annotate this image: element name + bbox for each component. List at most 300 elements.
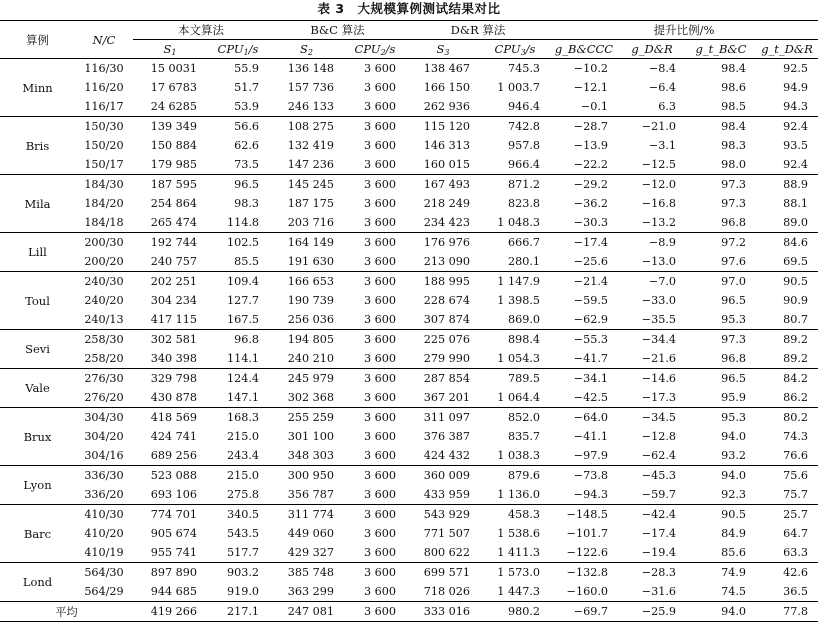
table-cell: 97.6 [686,252,756,272]
table-cell: 96.5 [234,178,259,191]
table-cell: 15 0031 [150,62,197,75]
table-cell: 95.3 [721,411,746,424]
table-row [0,466,818,486]
table-cell: 3 600 [363,275,396,288]
table-row [0,310,818,330]
table-cell: 774 701 [150,508,197,521]
table-cell: 336/30 [84,469,124,482]
table-cell: 946.4 [480,97,550,117]
table-cell: 3 600 [363,372,396,385]
table-cell: 718 026 [406,582,480,602]
table-cell: 543 929 [423,508,470,521]
table-cell: 168.3 [226,411,259,424]
table-row [0,505,818,525]
table-cell: 95.9 [686,388,756,408]
table-cell: −55.3 [573,333,608,346]
table-cell: 88.1 [783,197,808,210]
table-cell: −59.5 [573,294,608,307]
table-cell: 517.7 [207,543,269,563]
table-cell: 3 600 [344,213,406,233]
table-cell: 75.6 [783,469,808,482]
table-cell: 215.0 [226,430,259,443]
header-s2: $S_2$ [269,40,344,59]
table-cell: 410/19 [75,543,133,563]
table-cell: 247 081 [269,602,344,622]
table-cell: 94.0 [721,469,746,482]
table-cell: 114.8 [207,213,269,233]
instance-name: Lyon [0,466,75,505]
table-row [0,272,818,292]
table-cell: 3 600 [344,155,406,175]
table-cell: 116/17 [75,97,133,117]
table-cell: 3 600 [363,527,396,540]
table-cell: −12.0 [641,178,676,191]
instance-name: Barc [0,505,75,563]
table-cell: 74.9 [721,566,746,579]
table-cell: 1 054.3 [480,349,550,369]
table-cell: −25.6 [550,252,618,272]
table-cell: 311 097 [423,411,470,424]
table-cell: 800 622 [406,543,480,563]
table-cell: 3 600 [363,120,396,133]
table-cell: 376 387 [423,430,470,443]
table-cell: 200/20 [75,252,133,272]
table-cell: 98.6 [721,81,746,94]
table-cell: 136 148 [287,62,334,75]
header-s1: $S_1$ [133,40,207,59]
table-cell: 340.5 [226,508,259,521]
header-nc: N/C [75,21,133,59]
table-cell: 276/20 [75,388,133,408]
table-cell: 36.5 [756,582,818,602]
table-cell: 225 076 [423,333,470,346]
table-cell: 240 210 [269,349,344,369]
table-cell: 74.3 [783,430,808,443]
table-cell: 255 259 [287,411,334,424]
table-cell: 302 368 [269,388,344,408]
table-cell: 160 015 [406,155,480,175]
table-row [0,233,818,253]
table-cell: 202 251 [150,275,197,288]
table-cell: 3 600 [344,446,406,466]
table-cell: 3 600 [344,252,406,272]
table-cell: 184/30 [84,178,124,191]
table-cell: 789.5 [507,372,540,385]
table-cell: 279 990 [406,349,480,369]
table-cell: 73.5 [207,155,269,175]
table-cell: 228 674 [423,294,470,307]
table-cell: 194 805 [287,333,334,346]
table-cell: 75.7 [756,485,818,505]
header-method-dr: D&R 算法 [406,21,550,40]
table-row [0,563,818,583]
table-cell: 304/30 [84,411,124,424]
table-cell: 300 950 [287,469,334,482]
table-row [0,349,818,369]
table-cell: 689 256 [133,446,207,466]
table-cell: 127.7 [226,294,259,307]
table-cell: 304/20 [84,430,124,443]
table-row [0,330,818,350]
table-cell: 3 600 [344,543,406,563]
table-cell: 97.3 [721,197,746,210]
table-cell: 102.5 [226,236,259,249]
table-cell: −14.6 [641,372,676,385]
table-cell: 869.0 [480,310,550,330]
table-row [0,97,818,117]
table-cell: 92.4 [756,155,818,175]
table-cell: −0.1 [550,97,618,117]
table-cell: 433 959 [406,485,480,505]
table-cell: 55.9 [234,62,259,75]
table-cell: −29.2 [573,178,608,191]
table-cell: 90.5 [721,508,746,521]
table-cell: 200/30 [84,236,124,249]
header-method-bc: B&C 算法 [269,21,406,40]
instance-name: Lond [0,563,75,602]
table-cell: 564/29 [75,582,133,602]
table-cell: −13.2 [618,213,686,233]
table-cell: 955 741 [133,543,207,563]
table-cell: 84.2 [783,372,808,385]
table-cell: 96.8 [686,349,756,369]
table-cell: 458.3 [507,508,540,521]
table-cell: 145 245 [287,178,334,191]
table-cell: −21.0 [641,120,676,133]
table-cell: 215.0 [226,469,259,482]
table-cell: −6.4 [648,81,676,94]
table-row [0,427,818,446]
table-cell: 3 600 [363,430,396,443]
table-row [0,388,818,408]
table-cell: 543.5 [226,527,259,540]
table-cell: 213 090 [406,252,480,272]
table-cell: 424 741 [150,430,197,443]
table-cell: 17 6783 [150,81,197,94]
table-cell: 157 736 [287,81,334,94]
table-cell: 1 398.5 [497,294,540,307]
table-cell: 188 995 [423,275,470,288]
table-cell: −28.3 [641,566,676,579]
table-cell: 167 493 [423,178,470,191]
table-cell: 333 016 [406,602,480,622]
table-cell: 879.6 [507,469,540,482]
table-cell: 262 936 [406,97,480,117]
table-cell: 693 106 [133,485,207,505]
table-cell: 1 136.0 [480,485,550,505]
table-cell: 217.1 [207,602,269,622]
table-cell: 97.3 [721,178,746,191]
table-cell: −34.1 [573,372,608,385]
instance-name: Toul [0,272,75,330]
table-cell: 1 147.9 [497,275,540,288]
table-cell: 85.5 [207,252,269,272]
table-cell: 410/20 [84,527,124,540]
table-cell: 176 976 [423,236,470,249]
table-cell: −13.0 [618,252,686,272]
table-cell: 1 573.0 [497,566,540,579]
table-cell: 64.7 [783,527,808,540]
table-cell: 966.4 [480,155,550,175]
header-cpu1: $CPU_1/s$ [207,40,269,59]
table-cell: 742.8 [507,120,540,133]
table-cell: −148.5 [566,508,608,521]
table-cell: 3 600 [344,485,406,505]
table-cell: 114.1 [207,349,269,369]
table-cell: 98.0 [686,155,756,175]
table-cell: 871.2 [507,178,540,191]
table-cell: 265 474 [133,213,207,233]
table-cell: 86.2 [756,388,818,408]
table-row [0,213,818,233]
table-cell: 835.7 [507,430,540,443]
header-g-bcc: g_B&CCC [550,40,618,59]
table-cell: 92.4 [783,120,808,133]
table-cell: 240/20 [84,294,124,307]
table-cell: 94.0 [721,430,746,443]
table-cell: −59.7 [618,485,686,505]
table-cell: 84.9 [721,527,746,540]
table-cell: −13.9 [573,139,608,152]
table-cell: 944 685 [133,582,207,602]
table-cell: 187 595 [150,178,197,191]
table-cell: 139 349 [150,120,197,133]
table-cell: 348 303 [269,446,344,466]
table-cell: −62.4 [618,446,686,466]
table-cell: 147.1 [207,388,269,408]
table-cell: −45.3 [641,469,676,482]
table-cell: −69.7 [550,602,618,622]
table-cell: 191 630 [269,252,344,272]
table-cell: 1 447.3 [480,582,550,602]
table-cell: 167.5 [207,310,269,330]
table-cell: 1 003.7 [497,81,540,94]
table-cell: 419 266 [133,602,207,622]
table-cell: −94.3 [550,485,618,505]
table-cell: 564/30 [84,566,124,579]
table-cell: 3 600 [363,294,396,307]
table-cell: 1 538.6 [497,527,540,540]
table-cell: 98.5 [686,97,756,117]
table-cell: 418 569 [150,411,197,424]
table-cell: 94.3 [756,97,818,117]
table-row [0,485,818,505]
table-cell: 449 060 [287,527,334,540]
table-cell: 138 467 [423,62,470,75]
table-cell: −8.4 [648,62,676,75]
table-cell: 897 890 [150,566,197,579]
table-cell: 218 249 [423,197,470,210]
table-cell: 340 398 [133,349,207,369]
table-cell: −17.3 [618,388,686,408]
table-cell: −132.8 [566,566,608,579]
table-cell: 84.6 [783,236,808,249]
table-cell: 256 036 [269,310,344,330]
instance-name: Mila [0,175,75,233]
table-cell: −31.6 [618,582,686,602]
table-cell: 771 507 [423,527,470,540]
table-cell: 3 600 [363,178,396,191]
average-row [0,602,818,622]
table-cell: 76.6 [756,446,818,466]
table-cell: 905 674 [150,527,197,540]
table-cell: 96.8 [234,333,259,346]
table-row [0,291,818,310]
table-cell: 287 854 [423,372,470,385]
table-row [0,446,818,466]
table-cell: 919.0 [207,582,269,602]
table-cell: 116/30 [84,62,124,75]
table-cell: 276/30 [84,372,124,385]
table-cell: 96.8 [686,213,756,233]
table-cell: 90.9 [783,294,808,307]
table-cell: 190 739 [287,294,334,307]
table-cell: −101.7 [566,527,608,540]
table-cell: −7.0 [648,275,676,288]
table-cell: −30.3 [550,213,618,233]
table-cell: 258/20 [75,349,133,369]
table-cell: 92.5 [783,62,808,75]
table-cell: 1 064.4 [480,388,550,408]
table-cell: 745.3 [507,62,540,75]
table-cell: 356 787 [269,485,344,505]
table-cell: 80.7 [756,310,818,330]
table-cell: 89.2 [756,349,818,369]
table-cell: 89.0 [756,213,818,233]
table-cell: 240 757 [133,252,207,272]
table-cell: 166 150 [423,81,470,94]
table-cell: 666.7 [507,236,540,249]
table-cell: 53.9 [207,97,269,117]
table-cell: −97.9 [550,446,618,466]
table-cell: 823.8 [507,197,540,210]
table-cell: 150/17 [75,155,133,175]
table-cell: 3 600 [344,602,406,622]
table-cell: 363 299 [269,582,344,602]
instance-name: Brux [0,408,75,466]
table-cell: 98.3 [721,139,746,152]
table-row [0,582,818,602]
table-cell: −21.4 [573,275,608,288]
table-cell: −36.2 [573,197,608,210]
table-cell: 93.5 [783,139,808,152]
table-cell: 98.4 [721,120,746,133]
instance-name: Sevi [0,330,75,369]
table-cell: 3 600 [363,81,396,94]
table-cell: 187 175 [287,197,334,210]
table-cell: 94.9 [783,81,808,94]
table-title: 表 3 大规模算例测试结果对比 [317,1,501,16]
table-cell: −12.8 [641,430,676,443]
table-cell: 304/16 [75,446,133,466]
table-cell: 92.3 [686,485,756,505]
table-cell: 166 653 [287,275,334,288]
table-cell: 97.2 [721,236,746,249]
table-cell: 109.4 [226,275,259,288]
header-g-t-dr: g_t_D&R [756,40,818,59]
table-cell: 184/20 [84,197,124,210]
table-row [0,175,818,195]
table-cell: 98.4 [721,62,746,75]
table-cell: 302 581 [150,333,197,346]
average-label: 平均 [0,602,133,622]
table-cell: −73.8 [573,469,608,482]
table-cell: 90.5 [783,275,808,288]
table-cell: 77.8 [756,602,818,622]
results-body [0,59,818,622]
table-cell: 6.3 [618,97,686,117]
table-row [0,543,818,563]
table-cell: 146 313 [423,139,470,152]
table-cell: 311 774 [287,508,334,521]
instance-name: Bris [0,117,75,175]
table-cell: 3 600 [344,349,406,369]
table-cell: 184/18 [75,213,133,233]
table-cell: −33.0 [641,294,676,307]
table-cell: 417 115 [133,310,207,330]
table-cell: 150/30 [84,120,124,133]
table-cell: 63.3 [756,543,818,563]
table-cell: −3.1 [648,139,676,152]
table-cell: 116/20 [84,81,124,94]
table-cell: 301 100 [287,430,334,443]
table-cell: 108 275 [287,120,334,133]
table-cell: 96.5 [721,294,746,307]
table-cell: 94.0 [686,602,756,622]
table-cell: −28.7 [573,120,608,133]
table-cell: 304 234 [150,294,197,307]
table-cell: 132 419 [287,139,334,152]
table-cell: −12.1 [573,81,608,94]
table-cell: 699 571 [423,566,470,579]
table-cell: 3 600 [363,139,396,152]
table-cell: 203 716 [269,213,344,233]
table-row [0,252,818,272]
header-s3: $S_3$ [406,40,480,59]
table-cell: 3 600 [363,566,396,579]
table-cell: 424 432 [406,446,480,466]
table-cell: 3 600 [363,469,396,482]
table-cell: 147 236 [269,155,344,175]
table-cell: −62.9 [550,310,618,330]
table-cell: 275.8 [207,485,269,505]
table-cell: 150/20 [84,139,124,152]
table-cell: 97.0 [721,275,746,288]
table-cell: 258/30 [84,333,124,346]
table-cell: 3 600 [363,333,396,346]
table-cell: 3 600 [363,508,396,521]
header-method-ours: 本文算法 [133,21,269,40]
table-cell: 89.2 [783,333,808,346]
table-cell: 24 6285 [133,97,207,117]
header-cpu2: $CPU_2/s$ [344,40,406,59]
table-cell: 80.2 [783,411,808,424]
table-cell: 150 884 [150,139,197,152]
table-cell: −160.0 [550,582,618,602]
table-row [0,155,818,175]
table-row [0,136,818,155]
table-row [0,369,818,389]
table-cell: −42.5 [550,388,618,408]
table-cell: −122.6 [550,543,618,563]
table-cell: 1 038.3 [480,446,550,466]
table-cell: 329 798 [150,372,197,385]
table-row [0,78,818,97]
header-improve: 提升比例/% [550,21,818,40]
table-cell: −25.9 [618,602,686,622]
table-cell: −34.5 [641,411,676,424]
table-cell: 385 748 [287,566,334,579]
